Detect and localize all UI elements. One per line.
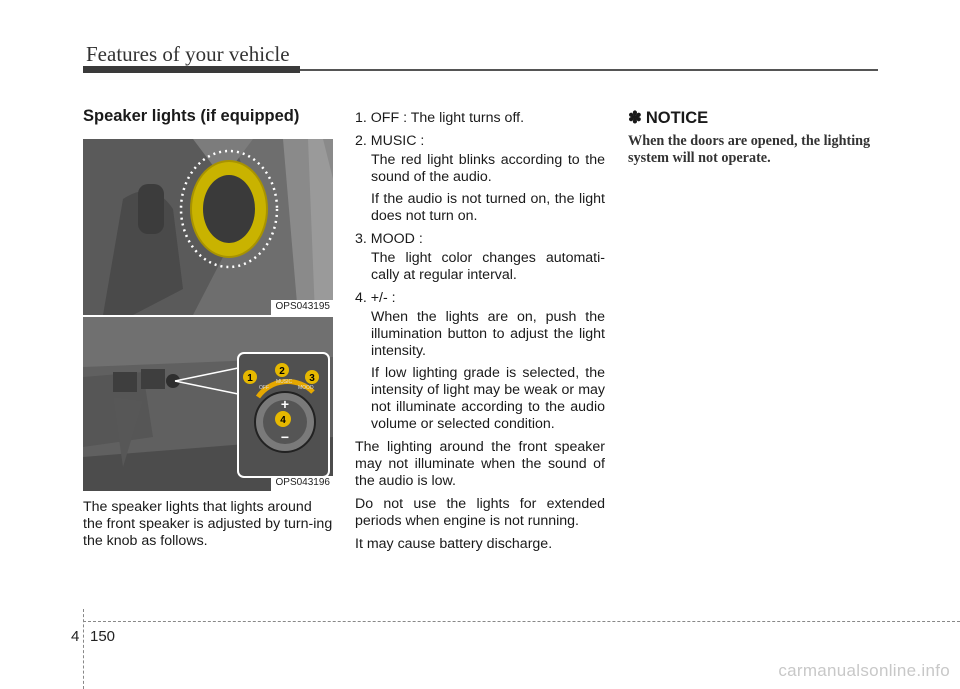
item-head: 2. MUSIC : <box>355 133 425 149</box>
item-text: The light color changes automati-cally at regular interval. <box>371 250 605 283</box>
label-minus: − <box>280 429 290 445</box>
figure-speaker-knob <box>83 315 333 491</box>
section-title: Speaker lights (if equipped) <box>83 107 300 125</box>
footer-rule <box>83 621 960 622</box>
chapter-number: 4 <box>71 628 80 645</box>
figure-code: OPS043195 <box>271 300 334 315</box>
middle-column <box>355 110 605 559</box>
footer-vertical-rule <box>83 609 84 689</box>
label-music: MUSIC <box>276 379 293 385</box>
callout-3: 3 <box>309 373 315 384</box>
speaker-knob-illustration <box>83 317 333 491</box>
paragraph-low-audio: The lighting around the front speaker may not illuminate when the sound of the audio is low. <box>355 439 605 489</box>
notice-title: NOTICE <box>645 109 709 127</box>
figure-speaker-location <box>83 139 333 315</box>
item-head: 1. OFF : The light turns off. <box>355 110 525 126</box>
item-head: 3. MOOD : <box>355 231 423 247</box>
label-plus: + <box>280 396 290 412</box>
speaker-location-illustration <box>83 139 333 315</box>
header-title: Features of your vehicle <box>86 42 290 66</box>
item-head: 4. +/- : <box>355 290 396 306</box>
paragraph-engine: Do not use the lights for extended periods when engine is not running. <box>355 496 605 529</box>
list-item-plus-minus <box>355 290 605 433</box>
item-text: The red light blinks according to the sound of the audio. <box>371 152 605 185</box>
callout-1: 1 <box>247 373 253 384</box>
callout-2: 2 <box>279 366 285 377</box>
watermark: carmanualsonline.info <box>778 661 950 680</box>
label-off: OFF <box>259 385 269 391</box>
figure-code: OPS043196 <box>271 476 334 491</box>
list-item-music <box>355 133 605 225</box>
notice-text: When the doors are opened, the lighting system will not operate. <box>628 133 871 166</box>
page-number: 150 <box>90 628 116 645</box>
list-item-off <box>355 110 605 127</box>
paragraph-battery: It may cause battery discharge. <box>355 536 553 552</box>
left-column <box>83 108 333 556</box>
header-rule-dark <box>83 66 300 73</box>
callout-4: 4 <box>280 415 286 426</box>
item-text: If low lighting grade is selected, the intensity of light may be weak or may not illuminate according to the audio volume or selected condition. <box>371 365 605 432</box>
list-item-mood <box>355 231 605 284</box>
notice-header <box>628 110 878 127</box>
intro-paragraph: The speaker lights that lights around the front speaker is adjusted by turn-ing the knob as follows. <box>83 499 333 549</box>
item-text: If the audio is not turned on, the light does not turn on. <box>371 191 605 224</box>
header-rule-light <box>300 69 878 71</box>
label-mood: MOOD <box>298 385 314 391</box>
item-text: When the lights are on, push the illumination button to adjust the light intensity. <box>371 309 605 359</box>
right-column <box>628 110 878 167</box>
notice-star-icon: ✽ <box>628 109 642 127</box>
